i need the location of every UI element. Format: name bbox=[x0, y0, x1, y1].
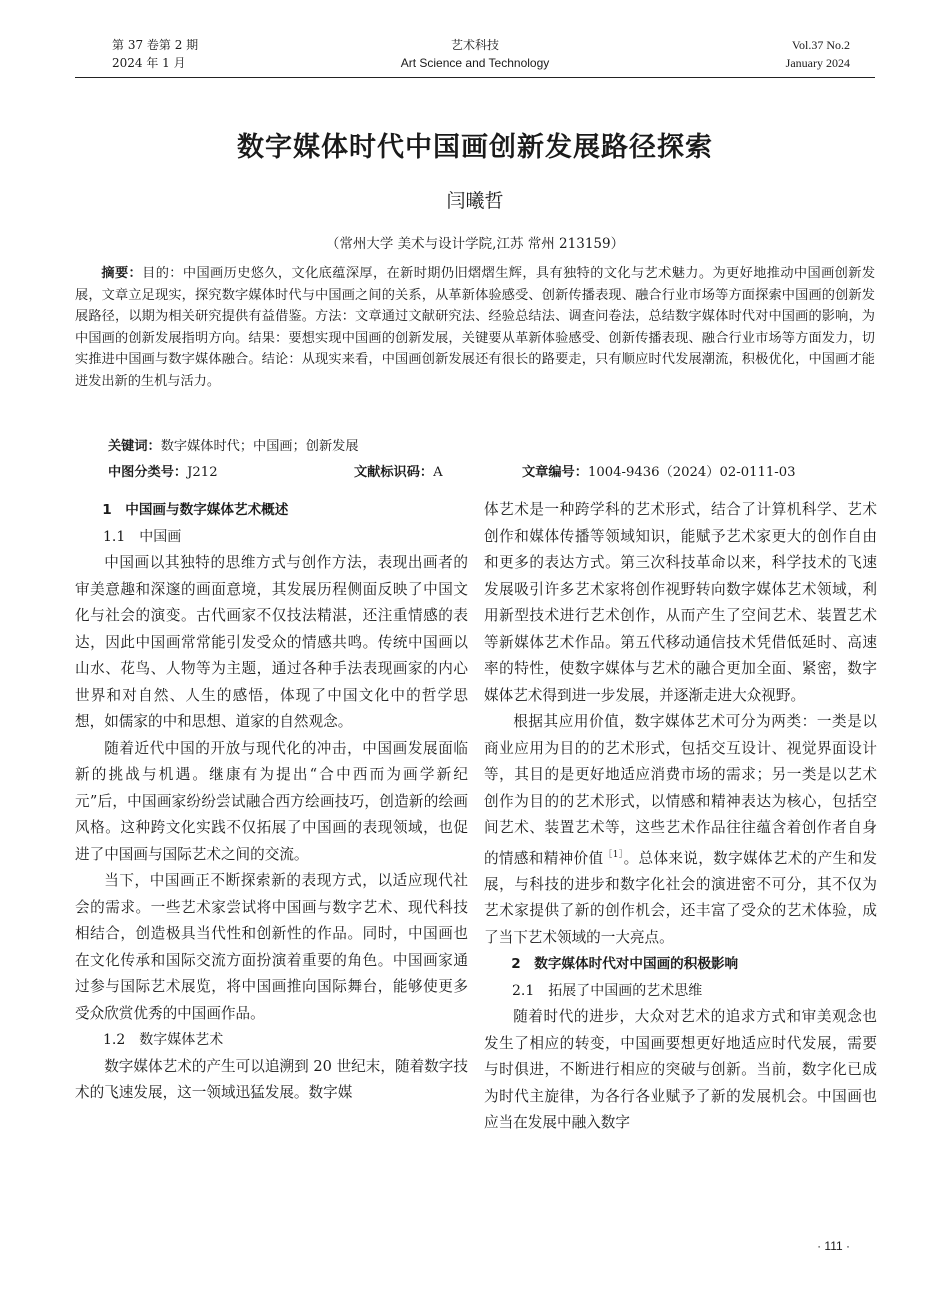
author-affiliation: （常州大学 美术与设计学院,江苏 常州 213159） bbox=[325, 236, 625, 252]
article-title: 数字媒体时代中国画创新发展路径探索 bbox=[237, 132, 713, 163]
page-number: · 111 · bbox=[817, 1239, 850, 1253]
paragraph: 数字媒体艺术的产生可以追溯到 20 世纪末，随着数字技术的飞速发展，这一领域迅猛发展。数字媒 bbox=[75, 1057, 468, 1101]
document-code bbox=[354, 461, 443, 480]
journal-issue-en bbox=[786, 36, 850, 72]
journal-name-cn: 艺术科技 bbox=[450, 38, 499, 52]
abstract-text: 目的：中国画历史悠久，文化底蕴深厚，在新时期仍旧熠熠生辉，具有独特的文化与艺术魅力。为更好地推动中国画创新发展，文章立足现实，探究数字媒体时代与中国画之间的关系，从革新体验感受、创新传播表现、融合行业市场等方面探索中国画的创新发展路径，以期为相关研究提供有益借鉴。方法：文章通过文献研究法、经验总结法、调查问卷法，总结数字媒体时代对中国画的影响，为中国画的创新发展指明方向。结果：要想实现中国画的创新发展，关键要从革新体验感受、创新传播表现、融合行业市场等方面发力，切实推进中国画与数字媒体融合。结论：从现实来看，中国画创新发展还有很长的路要走，只有顺应时代发展潮流，积极优化，中国画才能迸发出新的生机与活力。 bbox=[75, 266, 876, 389]
doc-code-value: A bbox=[433, 465, 443, 480]
keywords-text: 数字媒体时代；中国画；创新发展 bbox=[160, 439, 359, 454]
paragraph: 体艺术是一种跨学科的艺术形式，结合了计算机科学、艺术创作和媒体传播等领域知识，能赋予艺术家更大的创作自由和更多的表达方式。第三次科技革命以来，科学技术的飞速发展吸引许多艺术家将创作视野转向数字媒体艺术领域，利用新型技术进行艺术创作，从而产生了空间艺术、装置艺术等新媒体艺术作品。第五代移动通信技术凭借低延时、高速率的特性，使数字媒体与艺术的融合更加全面、紧密，数字媒体艺术得到进一步发展，并逐渐走进大众视野。 bbox=[484, 501, 877, 704]
subsection-heading: 1.1 中国画 bbox=[103, 528, 182, 545]
paragraph bbox=[484, 709, 877, 951]
paragraph-text: 根据其应用价值，数字媒体艺术可分为两类：一类是以商业应用为目的的艺术形式，包括交互设计、视觉界面设计等，其目的是更好地适应消费市场的需求；另一类是以艺术创作为目的的艺术形式，以情感和精神表达为核心，包括空间艺术、装置艺术等，这些艺术作品往往蕴含着创作者自身的情感和精神价值 bbox=[484, 713, 877, 867]
issue-volume: 第 37 卷第 2 期 bbox=[112, 38, 199, 52]
section-heading: 2 数字媒体时代对中国画的积极影响 bbox=[511, 956, 739, 973]
right-column bbox=[484, 497, 877, 1137]
journal-name-en: Art Science and Technology bbox=[400, 56, 550, 70]
paragraph: 中国画以其独特的思维方式与创作方法，表现出画者的审美意趣和深邃的画面意境，其发展历程侧面反映了中国文化与社会的演变。古代画家不仅技法精湛，还注重情感的表达，因此中国画常常能引发受众的情感共鸣。传统中国画以山水、花鸟、人物等为主题，通过各种手法表现画家的内心世界和对自然、人生的感悟，体现了中国文化中的哲学思想，如儒家的中和思想、道家的自然观念。 bbox=[75, 554, 468, 730]
paragraph-text: 。总体来说，数字媒体艺术的产生和发展，与科技的进步和数字化社会的演进密不可分，其不仅为艺术家提供了新的创作机会，还丰富了受众的艺术体验，成了当下艺术领域的一大亮点。 bbox=[484, 849, 877, 946]
keywords bbox=[108, 435, 359, 454]
paragraph: 随着时代的进步，大众对艺术的追求方式和审美观念也发生了相应的转变，中国画要想更好地适应时代发展，需要与时俱进，不断进行相应的突破与创新。当前，数字化已成为时代主旋律，为各行各业赋予了新的发展机会。中国画也应当在发展中融入数字 bbox=[484, 1008, 877, 1132]
keywords-label: 关键词： bbox=[108, 439, 161, 454]
clc-value: J212 bbox=[187, 465, 218, 480]
header-rule bbox=[75, 77, 875, 78]
issue-date: 2024 年 1 月 bbox=[112, 56, 186, 70]
left-column bbox=[75, 497, 468, 1107]
subsection-heading: 1.2 数字媒体艺术 bbox=[103, 1032, 224, 1048]
paragraph: 随着近代中国的开放与现代化的冲击，中国画发展面临新的挑战与机遇。继康有为提出“合中西而为画学新纪元”后，中国画家纷纷尝试融合西方绘画技巧，创造新的绘画风格。这种跨文化实践不仅拓展了中国画的表现领域，也促进了中国画与国际艺术之间的交流。 bbox=[75, 739, 468, 863]
abstract bbox=[75, 263, 875, 393]
clc-label: 中图分类号： bbox=[108, 465, 188, 480]
doc-code-label: 文献标识码： bbox=[354, 465, 434, 480]
article-number-value: 1004-9436（2024）02-0111-03 bbox=[587, 465, 796, 480]
citation-marker[interactable]: ［1］ bbox=[603, 849, 624, 860]
abstract-label: 摘要： bbox=[101, 266, 143, 281]
issue-volume-en: Vol.37 No.2 bbox=[791, 38, 850, 52]
author-name: 闫曦哲 bbox=[446, 190, 504, 212]
article-number bbox=[522, 461, 796, 480]
issue-date-en: January 2024 bbox=[785, 56, 850, 70]
clc-number bbox=[108, 461, 218, 480]
section-heading: 1 中国画与数字媒体艺术概述 bbox=[102, 502, 289, 518]
paragraph: 当下，中国画正不断探索新的表现方式，以适应现代社会的需求。一些艺术家尝试将中国画与数字艺术、现代科技相结合，创造极具当代性和创新性的作品。同时，中国画也在文化传承和国际交流方面扮演着重要的角色。中国画家通过参与国际艺术展览，将中国画推向国际舞台，能够使更多受众欣赏优秀的中国画作品。 bbox=[75, 872, 468, 1022]
subsection-heading: 2.1 拓展了中国画的艺术思维 bbox=[512, 982, 703, 999]
article-number-label: 文章编号： bbox=[522, 465, 588, 480]
